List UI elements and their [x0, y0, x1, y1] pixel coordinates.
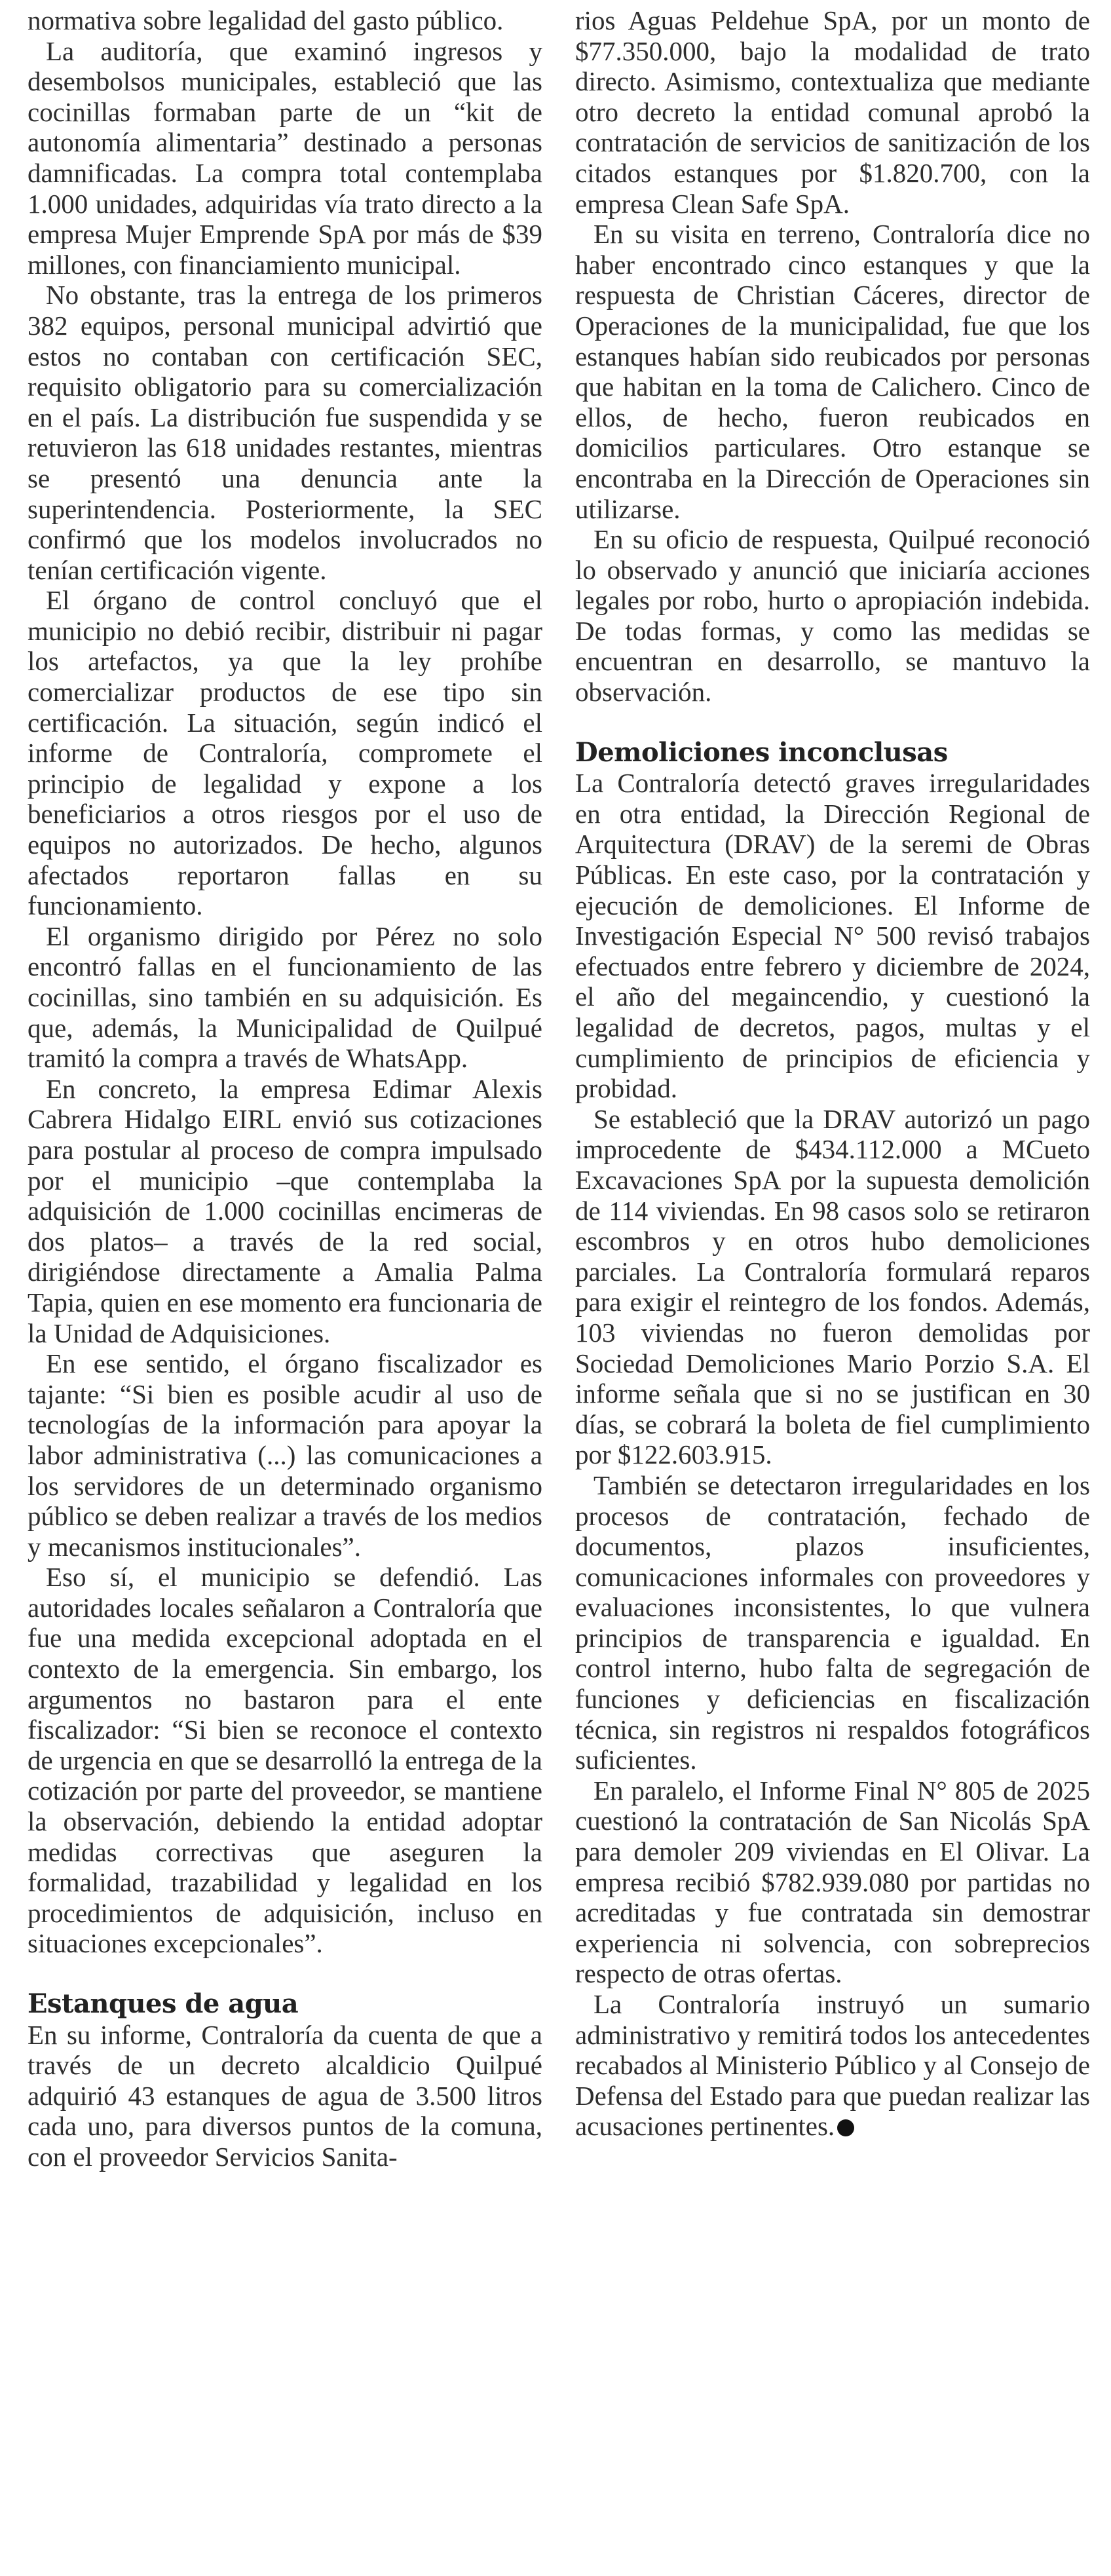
paragraph: No obstante, tras la entrega de los primeros 382 equipos, personal municipal advirtió que estos no contaban con certificación SEC, requisito obligatorio para su comercialización en el país. La distribución fue suspendida y se retuvieron las 618 unidades restantes, mientras se presentó una denuncia ante la superintendencia. Posteriormente, la SEC confirmó que los modelos involucrados no tenían certificación vigente. — [28, 280, 542, 585]
final-paragraph-text: La Contraloría instruyó un sumario administrativo y remitirá todos los antecedentes recabados al Ministerio Público y al Consejo de Defensa del Estado para que puedan realizar las acusaciones pertinentes. — [575, 1989, 1090, 2142]
paragraph: rios Aguas Peldehue SpA, por un monto de $77.350.000, bajo la modalidad de trato directo. Asimismo, contextualiza que mediante otro decreto la entidad comunal aprobó la contratación de servicios de sanitización de los citados estanques por $1.820.700, con la empresa Clean Safe SpA. — [575, 5, 1090, 219]
end-of-article-bullet-icon — [837, 2119, 854, 2136]
paragraph: En concreto, la empresa Edimar Alexis Cabrera Hidalgo EIRL envió sus cotizaciones para postular al proceso de compra impulsado por el municipio –que contemplaba la adquisición de 1.000 cocinillas encimeras de dos platos– a través de la red social, dirigiéndose directamente a Amalia Palma Tapia, quien en ese momento era funcionaria de la Unidad de Adquisiciones. — [28, 1073, 542, 1348]
article-page — [28, 5, 1090, 2567]
subheading-estanques: Estanques de agua — [28, 1988, 299, 2019]
left-column — [28, 5, 542, 2567]
paragraph-final — [575, 1989, 1090, 2142]
paragraph: También se detectaron irregularidades en los procesos de contratación, fechado de documentos, plazos insuficientes, comunicaciones informales con proveedores y evaluaciones inconsistentes, lo que vulnera principios de transparencia e igualdad. En control interno, hubo falta de segregación de funciones y deficiencias en fiscalización técnica, sin registros ni respaldos fotográficos suficientes. — [575, 1469, 1090, 1775]
paragraph: normativa sobre legalidad del gasto público. — [28, 5, 504, 35]
paragraph: Se estableció que la DRAV autorizó un pago improcedente de $434.112.000 a MCueto Excavaciones SpA por la supuesta demolición de 114 viviendas. En 98 casos solo se retiraron escombros y en otros hubo demoliciones parciales. La Contraloría formulará reparos para exigir el reintegro de los fondos. Además, 103 viviendas no fueron demolidas por Sociedad Demoliciones Mario Porzio S.A. El informe señala que si no se justifican en 30 días, se cobrará la boleta de fiel cumplimiento por $122.603.915. — [575, 1103, 1090, 1470]
paragraph: En paralelo, el Informe Final N° 805 de 2025 cuestionó la contratación de San Nicolás SpA para demoler 209 viviendas en El Olivar. La empresa recibió $782.939.080 por partidas no acreditadas y fue contratada sin demostrar experiencia ni solvencia, con sobreprecios respecto de otras ofertas. — [575, 1775, 1090, 1989]
paragraph: La Contraloría detectó graves irregularidades en otra entidad, la Dirección Regional de Arquitectura (DRAV) de la seremi de Obras Públicas. En este caso, por la contratación y ejecución de demoliciones. El Informe de Investigación Especial N° 500 revisó trabajos efectuados entre febrero y diciembre de 2024, el año del megaincendio, y cuestionó la legalidad de decretos, pagos, multas y el cumplimiento de principios de eficiencia y probidad. — [575, 768, 1090, 1104]
paragraph: En ese sentido, el órgano fiscalizador es tajante: “Si bien es posible acudir al uso de tecnologías de la información para apoyar la labor administrativa (...) las comunicaciones a los servidores de un determinado organismo público se deben realizar a través de los medios y mecanismos institucionales”. — [28, 1348, 542, 1562]
paragraph: En su informe, Contraloría da cuenta de que a través de un decreto alcaldicio Quilpué adquirió 43 estanques de agua de 3.500 litros cada uno, para diversos puntos de la comuna, con el proveedor Servicios Sanita- — [28, 2019, 542, 2172]
paragraph: El órgano de control concluyó que el municipio no debió recibir, distribuir ni pagar los artefactos, ya que la ley prohíbe comercializar productos de ese tipo sin certificación. La situación, según indicó el informe de Contraloría, compromete el principio de legalidad y expone a los beneficiarios a otros riesgos por el uso de equipos no autorizados. De hecho, algunos afectados reportaron fallas en su funcionamiento. — [28, 585, 542, 921]
paragraph: Eso sí, el municipio se defendió. Las autoridades locales señalaron a Contraloría que fue una medida excepcional adoptada en el contexto de la emergencia. Sin embargo, los argumentos no bastaron para el ente fiscalizador: “Si bien se reconoce el contexto de urgencia en que se desarrolló la entrega de la cotización por parte del proveedor, se mantiene la observación, debiendo la entidad adoptar medidas correctivas que aseguren la formalidad, trazabilidad y legalidad en los procedimientos de adquisición, incluso en situaciones excepcionales”. — [28, 1562, 542, 1959]
right-column — [575, 5, 1090, 2567]
subheading-demoliciones: Demoliciones inconclusas — [575, 736, 948, 768]
paragraph: El organismo dirigido por Pérez no solo encontró fallas en el funcionamiento de las cocinillas, sino también en su adquisición. Es que, además, la Municipalidad de Quilpué tramitó la compra a través de WhatsApp. — [28, 920, 542, 1074]
paragraph: En su oficio de respuesta, Quilpué reconoció lo observado y anunció que iniciaría acciones legales por robo, hurto o apropiación indebida. De todas formas, y como las medidas se encuentran en desarrollo, se mantuvo la observación. — [575, 524, 1090, 708]
paragraph: En su visita en terreno, Contraloría dice no haber encontrado cinco estanques y que la respuesta de Christian Cáceres, director de Operaciones de la municipalidad, fue que los estanques habían sido reubicados por personas que habitan en la toma de Calichero. Cinco de ellos, de hecho, fueron reubicados en domicilios particulares. Otro estanque se encontraba en la Dirección de Operaciones sin utilizarse. — [575, 219, 1090, 524]
paragraph: La auditoría, que examinó ingresos y desembolsos municipales, estableció que las cocinillas formaban parte de un “kit de autonomía alimentaria” destinado a personas damnificadas. La compra total contemplaba 1.000 unidades, adquiridas vía trato directo a la empresa Mujer Emprende SpA por más de $39 millones, con financiamiento municipal. — [28, 35, 542, 280]
